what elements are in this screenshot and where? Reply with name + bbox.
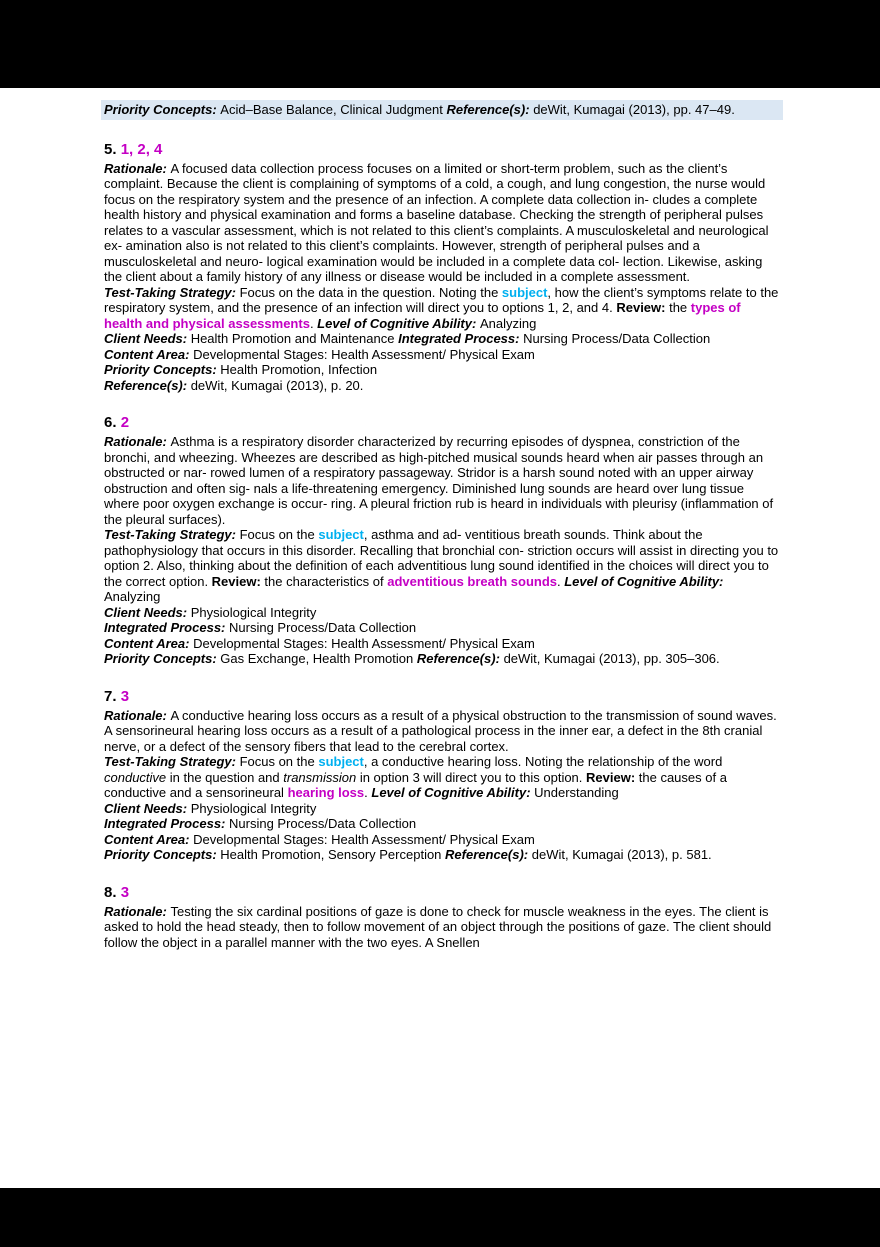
text-run: Content Area: xyxy=(104,346,194,362)
text-run: Reference(s): xyxy=(416,651,504,666)
text-run: Integrated Process: xyxy=(398,331,524,346)
text-run: Developmental Stages: Health Assessment/ Physical Exam xyxy=(193,831,535,847)
text-run: Nursing Process/Data Collection xyxy=(523,331,711,346)
text-run: the characteristics of xyxy=(264,573,388,589)
text-run: Asthma is a respiratory disorder characterized by recurring episodes of dyspnea, constriction of the bronchi, and wheezing. Wheezes are described as high-pitched musical sounds heard when air passes through an obstructed or nar- rowed lumen of a respiratory passageway. Stridor is a harsh sound noted with an upper airway obstruction and often sig- nals a life-threatening emergency. Diminished lung sounds are heard over lung tissue where poor oxygen exchange is occur- ring. A pleural friction rub is heard in individuals with pleurisy (inflammation of the pleural surfaces). xyxy=(104,434,774,527)
question-6-heading xyxy=(104,414,780,431)
question-8-rationale xyxy=(104,904,780,951)
text-run: 6. xyxy=(104,414,121,431)
text-run: Review: xyxy=(586,769,639,785)
text-run: , how the client’s symptoms relate to the respiratory system, and the presence of an infection will direct you to options 1, 2, and 4. xyxy=(104,284,779,315)
text-run: adventitious breath sounds xyxy=(387,573,557,589)
document-page xyxy=(0,88,880,1188)
question-7-test-taking-strategy xyxy=(104,754,780,801)
question-6-client-needs xyxy=(104,605,780,621)
text-run: Developmental Stages: Health Assessment/ Physical Exam xyxy=(193,346,535,362)
text-run: subject xyxy=(318,527,364,542)
text-run: 2 xyxy=(120,414,130,431)
text-run: Test-Taking Strategy: xyxy=(104,284,240,300)
highlighted-reference-line xyxy=(101,100,783,120)
text-run: 3 xyxy=(120,883,130,901)
text-run: Health Promotion, Infection xyxy=(220,362,378,377)
text-run: Test-Taking Strategy: xyxy=(104,527,240,542)
text-run: Nursing Process/Data Collection xyxy=(229,620,417,635)
text-run: subject xyxy=(501,284,548,300)
text-run: hearing loss xyxy=(287,785,365,800)
text-run: Understanding xyxy=(534,785,619,800)
text-run: types of health and physical assessments xyxy=(104,300,741,331)
text-run: Reference(s): xyxy=(446,102,534,117)
text-run: subject xyxy=(318,754,364,769)
text-run: Review: xyxy=(211,573,265,589)
text-run: 5. xyxy=(104,140,121,158)
text-run: Test-Taking Strategy: xyxy=(104,754,240,769)
question-8-heading xyxy=(104,884,780,901)
text-run: 8. xyxy=(104,883,121,901)
question-6-content-area xyxy=(104,636,780,652)
document-content xyxy=(0,88,880,950)
question-5-reference xyxy=(104,378,780,394)
text-run: Health Promotion and Maintenance xyxy=(190,331,399,346)
text-run: Acid–Base Balance, Clinical Judgment xyxy=(220,102,447,117)
question-5-priority-concepts xyxy=(104,362,780,378)
question-7-integrated-process xyxy=(104,816,780,832)
text-run: conductive xyxy=(104,769,167,785)
text-run: Analyzing xyxy=(479,315,537,331)
text-run: deWit, Kumagai (2013), p. 581. xyxy=(531,847,712,862)
text-run: Client Needs: xyxy=(104,800,191,816)
text-run: Rationale: xyxy=(104,707,171,723)
question-5-heading xyxy=(104,141,780,158)
text-run: Reference(s): xyxy=(104,377,191,393)
text-run: Rationale: xyxy=(104,903,171,919)
text-run: Physiological Integrity xyxy=(190,604,317,620)
question-7-rationale xyxy=(104,708,780,755)
text-run: Analyzing xyxy=(104,589,161,604)
text-run: Integrated Process: xyxy=(104,816,229,831)
text-run: Content Area: xyxy=(104,635,194,651)
text-run: Rationale: xyxy=(104,434,171,449)
text-run: Client Needs: xyxy=(104,331,191,346)
text-run: 1, 2, 4 xyxy=(120,140,163,158)
question-6-rationale xyxy=(104,434,780,527)
question-6-priority-concepts-reference xyxy=(104,651,780,667)
question-5-content-area xyxy=(104,347,780,363)
text-run: Priority Concepts: xyxy=(104,102,221,117)
text-run: A conductive hearing loss occurs as a result of a physical obstruction to the transmission of sound waves. A sensorineural hearing loss occurs as a result of a pathological process in the inner ear, a defect in the 8th cranial nerve, or a defect of the sensory fibers that lead to the cerebral cortex. xyxy=(104,707,777,754)
bottom-black-bar xyxy=(0,1188,880,1247)
text-run: , asthma and ad- ventitious breath sounds. Think about the pathophysiology that occurs in this disorder. Recalling that bronchial con- striction occurs will assist in directing you to option 2. Also, thinking about the definition of each adventitious lung sound identified in the choices will direct you to the correct option. xyxy=(104,527,779,589)
text-run: Focus on the xyxy=(239,527,319,542)
text-run: . xyxy=(557,573,565,589)
question-5-client-needs xyxy=(104,331,780,347)
text-run: Rationale: xyxy=(104,160,171,176)
text-run: Developmental Stages: Health Assessment/ Physical Exam xyxy=(193,635,535,651)
text-run: Level of Cognitive Ability: xyxy=(564,573,724,589)
text-run: Priority Concepts: xyxy=(104,651,221,666)
text-run: Integrated Process: xyxy=(104,620,229,635)
text-run: Physiological Integrity xyxy=(190,800,317,816)
text-run: . xyxy=(309,315,318,331)
text-run: , a conductive hearing loss. Noting the relationship of the word xyxy=(363,754,723,769)
text-run: Priority Concepts: xyxy=(104,847,221,862)
question-6-integrated-process xyxy=(104,620,780,636)
top-black-bar xyxy=(0,0,880,88)
text-run: the xyxy=(669,300,691,315)
text-run: Gas Exchange, Health Promotion xyxy=(220,651,417,666)
question-7-heading xyxy=(104,688,780,705)
question-7-priority-concepts-reference xyxy=(104,847,780,863)
text-run: 3 xyxy=(120,687,130,705)
text-run: Review: xyxy=(616,300,670,315)
question-7-client-needs xyxy=(104,801,780,817)
text-run: Focus on the data in the question. Noting the xyxy=(239,284,502,300)
text-run: Level of Cognitive Ability: xyxy=(371,785,535,800)
text-run: deWit, Kumagai (2013), pp. 305–306. xyxy=(503,651,720,666)
text-run: in option 3 will direct you to this option. xyxy=(356,769,587,785)
text-run: in the question and xyxy=(166,769,284,785)
text-run: 7. xyxy=(104,687,121,705)
question-7-content-area xyxy=(104,832,780,848)
question-5-rationale xyxy=(104,161,780,285)
text-run: Testing the six cardinal positions of gaze is done to check for muscle weakness in the eyes. The client is asked to hold the head steady, then to follow movement of an object through the positions of gaze. The client should follow the object in a parallel manner with the two eyes. A Snellen xyxy=(104,903,772,950)
text-run: Health Promotion, Sensory Perception xyxy=(220,847,446,862)
question-6-test-taking-strategy xyxy=(104,527,780,605)
text-run: Focus on the xyxy=(239,754,319,769)
text-run: Client Needs: xyxy=(104,604,191,620)
text-run: Nursing Process/Data Collection xyxy=(229,816,417,831)
text-run: Content Area: xyxy=(104,831,194,847)
text-run: the causes of a conductive and a sensorineural xyxy=(104,769,727,800)
text-run: deWit, Kumagai (2013), p. 20. xyxy=(190,377,364,393)
text-run: Priority Concepts: xyxy=(104,362,221,377)
text-run: A focused data collection process focuses on a limited or short-term problem, such as the client’s complaint. Because the client is complaining of symptoms of a cold, a cough, and lung congestion, the nurse would focus on the respiratory system and the presence of an infection. A complete data collection in- cludes a complete health history and physical examination and forms a baseline database. Checking the strength of peripheral pulses relates to a vascular assessment, which is not related to this client’s complaints. A musculoskeletal and neurological ex- amination also is not related to this client’s complaints. However, strength of peripheral pulses and a musculoskeletal and neuro- logical examination would be included in a complete data col- lection. Likewise, asking the client about a family history of any illness or disease would be included in a complete assessment. xyxy=(104,160,769,284)
question-5-test-taking-strategy xyxy=(104,285,780,332)
text-run: Reference(s): xyxy=(445,847,532,862)
text-run: . xyxy=(364,785,372,800)
text-run: Level of Cognitive Ability: xyxy=(317,315,480,331)
text-run: transmission xyxy=(283,769,357,785)
text-run: deWit, Kumagai (2013), pp. 47–49. xyxy=(533,102,735,117)
